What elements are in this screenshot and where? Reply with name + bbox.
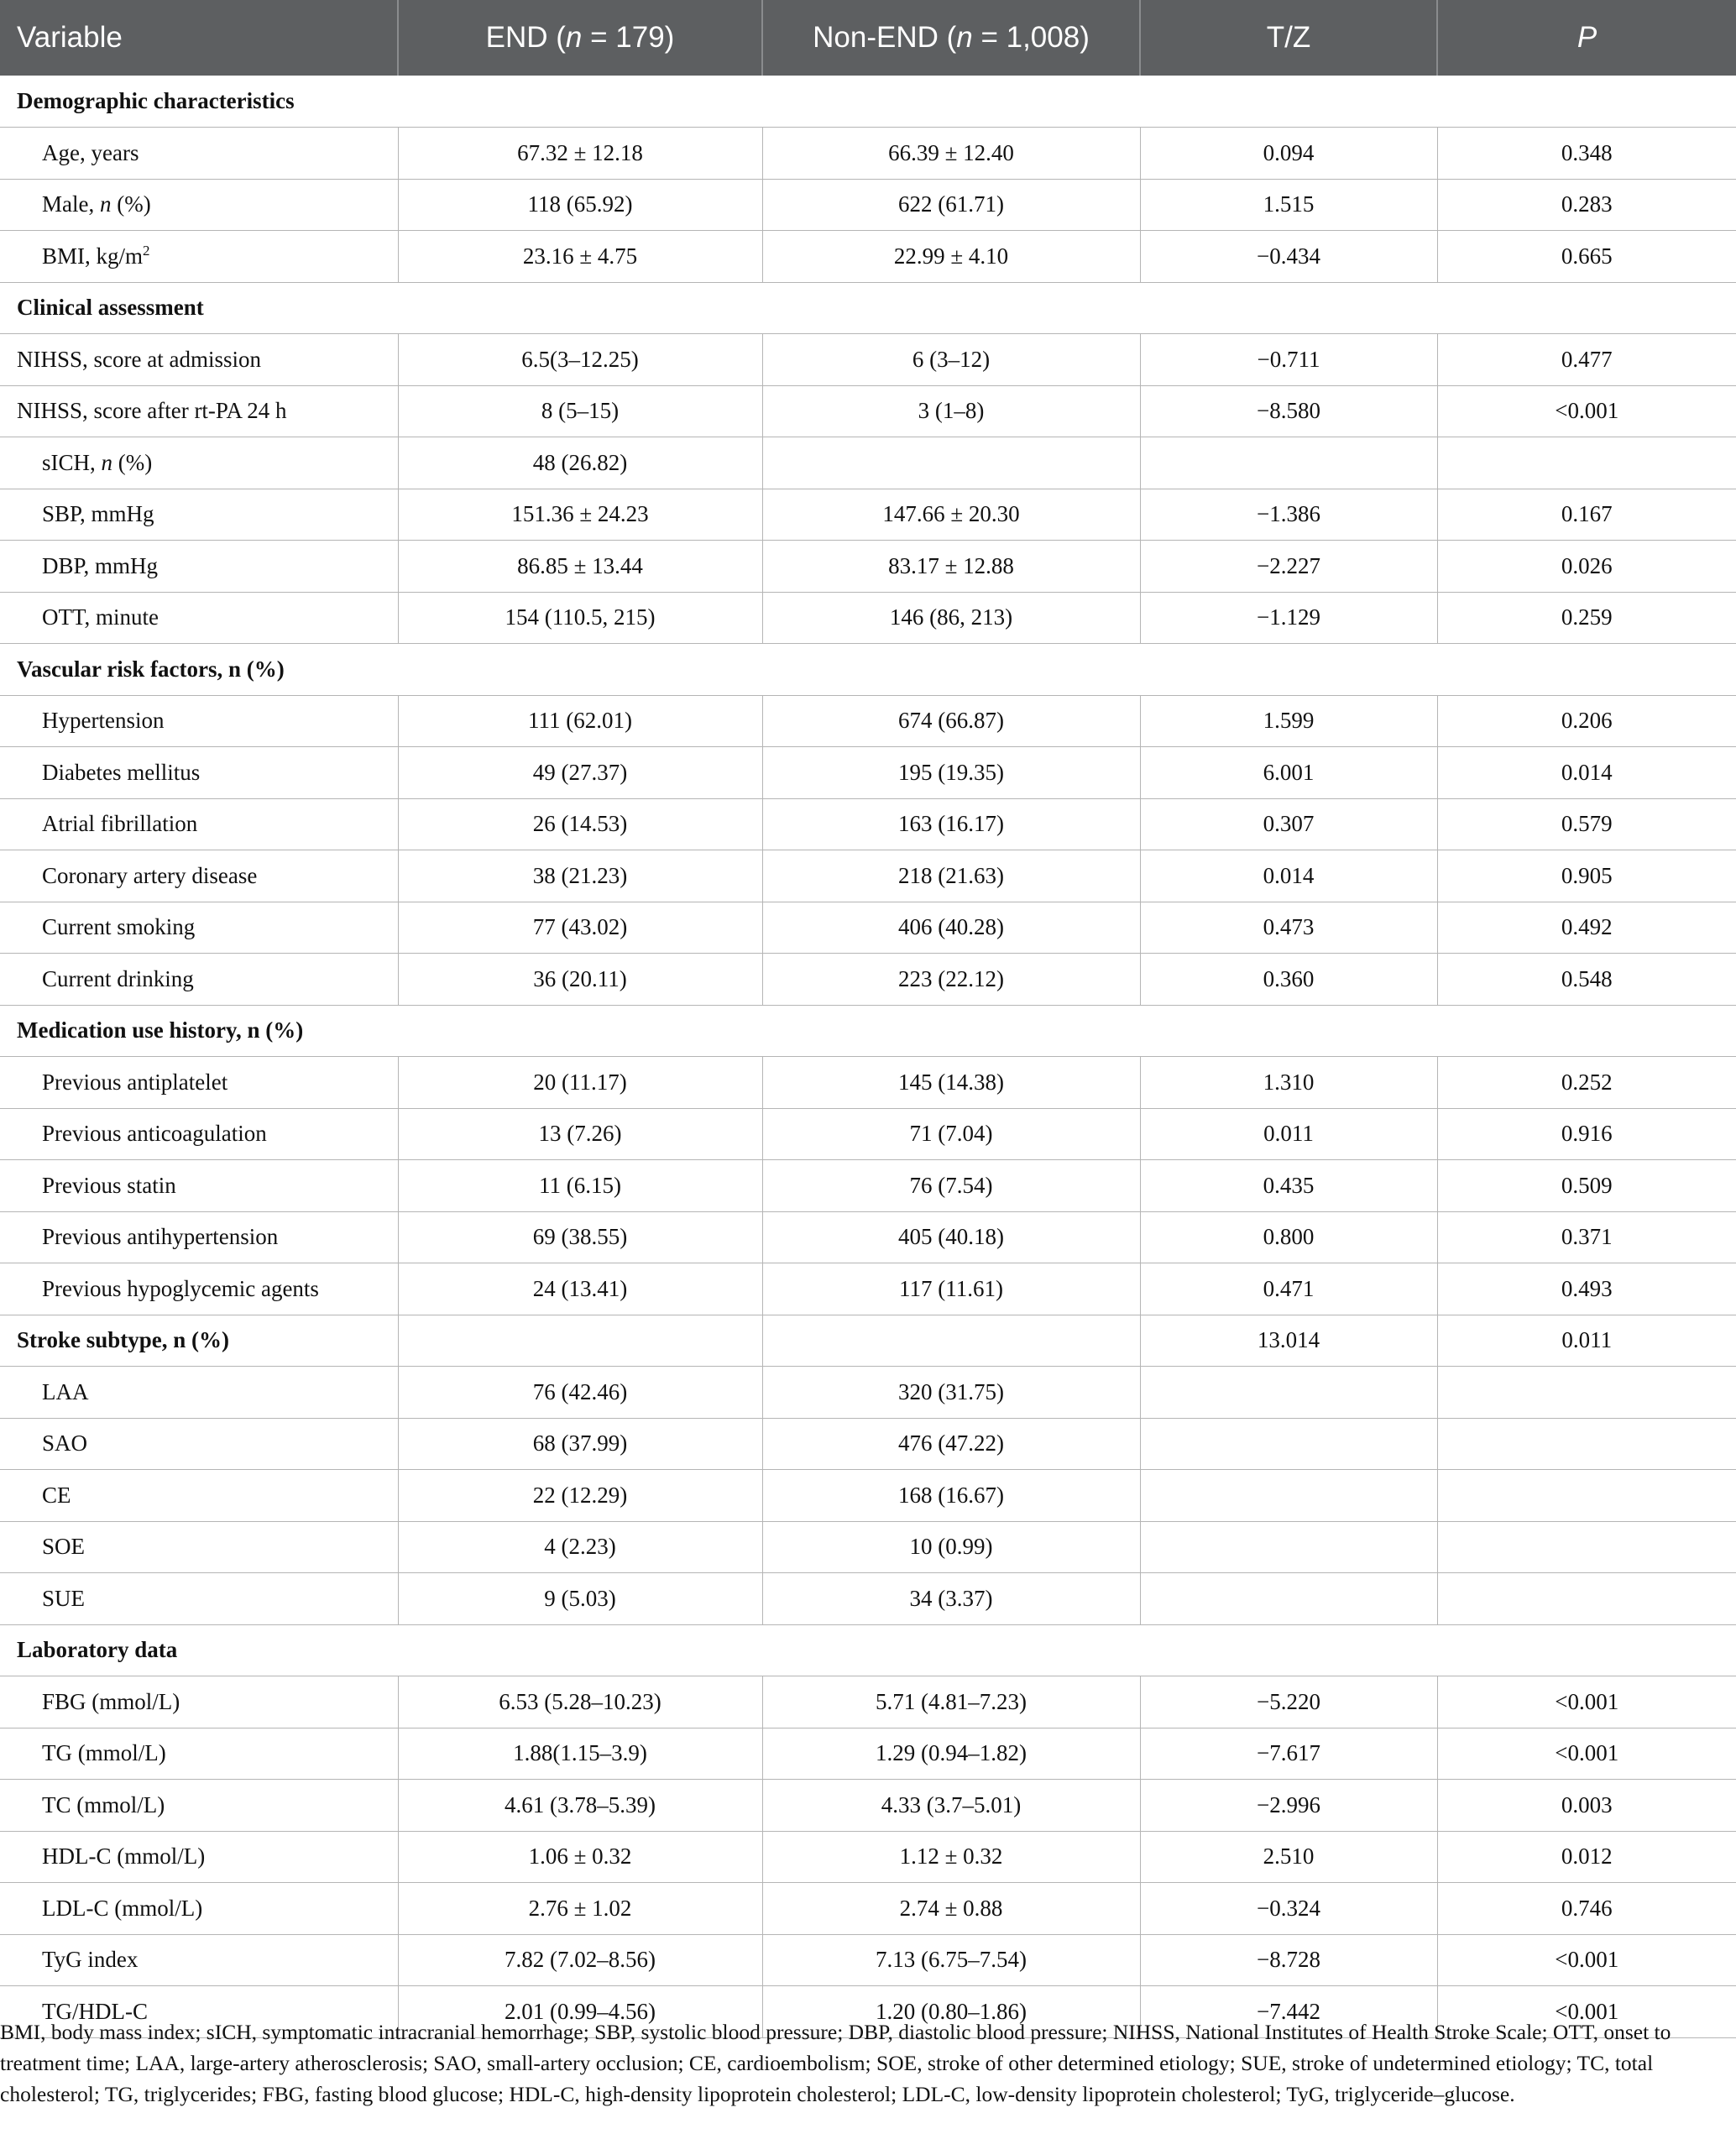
- cell-p: [1437, 1470, 1736, 1522]
- cell-tz: 1.599: [1140, 695, 1437, 747]
- cell-end: 26 (14.53): [398, 798, 762, 850]
- cell-nonend: 4.33 (3.7–5.01): [762, 1780, 1140, 1832]
- table-header: [0, 0, 1736, 76]
- row-label-text: (%): [111, 191, 151, 217]
- section-row: [0, 282, 1736, 334]
- section-row: [0, 1315, 1736, 1367]
- cell-tz: −5.220: [1140, 1676, 1437, 1728]
- cell-nonend: 146 (86, 213): [762, 592, 1140, 644]
- row-label: SAO: [0, 1418, 398, 1470]
- row-label: CE: [0, 1470, 398, 1522]
- section-row: [0, 1624, 1736, 1676]
- cell-end: 2.01 (0.99–4.56): [398, 1986, 762, 2038]
- row-label-text: (%): [112, 449, 153, 475]
- cell-nonend: 145 (14.38): [762, 1057, 1140, 1109]
- cell-p: 0.348: [1437, 128, 1736, 180]
- row-label: Previous statin: [0, 1160, 398, 1212]
- row-label: TG (mmol/L): [0, 1728, 398, 1780]
- cell-p: 0.477: [1437, 334, 1736, 386]
- cell-tz: −2.996: [1140, 1780, 1437, 1832]
- header-tz: T/Z: [1140, 0, 1437, 76]
- cell-tz: −0.711: [1140, 334, 1437, 386]
- table-row: [0, 1934, 1736, 1986]
- row-label: [0, 179, 398, 231]
- table-row: [0, 541, 1736, 593]
- cell-end: 118 (65.92): [398, 179, 762, 231]
- cell-nonend: 71 (7.04): [762, 1108, 1140, 1160]
- row-label: Age, years: [0, 128, 398, 180]
- cell-tz: [1140, 437, 1437, 489]
- cell-tz: 0.473: [1140, 902, 1437, 954]
- cell-p: <0.001: [1437, 1986, 1736, 2038]
- cell-nonend: 1.29 (0.94–1.82): [762, 1728, 1140, 1780]
- cell-end: 38 (21.23): [398, 850, 762, 902]
- cell-nonend: 223 (22.12): [762, 954, 1140, 1006]
- cell-tz: [1140, 1418, 1437, 1470]
- row-label-italic: n: [99, 191, 112, 217]
- row-label: Current drinking: [0, 954, 398, 1006]
- cell-tz: 2.510: [1140, 1831, 1437, 1883]
- cell-p: 0.259: [1437, 592, 1736, 644]
- section-row: [0, 1005, 1736, 1057]
- cell-nonend: 1.20 (0.80–1.86): [762, 1986, 1140, 2038]
- cell-nonend: 405 (40.18): [762, 1211, 1140, 1263]
- cell-p: 0.283: [1437, 179, 1736, 231]
- row-label: TC (mmol/L): [0, 1780, 398, 1832]
- section-heading: Stroke subtype, n (%): [0, 1315, 398, 1367]
- header-non-end: [762, 0, 1140, 76]
- cell-nonend: 34 (3.37): [762, 1573, 1140, 1625]
- table-row: [0, 1418, 1736, 1470]
- cell-end: 4 (2.23): [398, 1521, 762, 1573]
- cell-p: [1437, 1573, 1736, 1625]
- row-label-text: sICH,: [42, 449, 102, 475]
- header-nonend-suffix: = 1,008): [972, 21, 1090, 54]
- table-row: [0, 1573, 1736, 1625]
- row-label: Diabetes mellitus: [0, 747, 398, 799]
- cell-p: 0.548: [1437, 954, 1736, 1006]
- cell-p: 0.371: [1437, 1211, 1736, 1263]
- cell-end: 11 (6.15): [398, 1160, 762, 1212]
- row-label: Previous antihypertension: [0, 1211, 398, 1263]
- cell-nonend: 83.17 ± 12.88: [762, 541, 1140, 593]
- table-row: [0, 902, 1736, 954]
- table-footnote: BMI, body mass index; sICH, symptomatic intracranial hemorrhage; SBP, systolic blood pressure; DBP, diastolic blood pressure; NIHSS, National Institutes of Health Stroke Scale; OTT, onset to treatment time; LAA, large-artery atherosclerosis; SAO, small-artery occlusion; CE, cardioembolism; SOE, stroke of other determined etiology; SUE, stroke of undetermined etiology; TC, total cholesterol; TG, triglycerides; FBG, fasting blood glucose; HDL-C, high-density lipoprotein cholesterol; LDL-C, low-density lipoprotein cholesterol; TyG, triglyceride–glucose.: [0, 2020, 1671, 2106]
- cell-nonend: 195 (19.35): [762, 747, 1140, 799]
- table-row: [0, 1470, 1736, 1522]
- row-label: Previous antiplatelet: [0, 1057, 398, 1109]
- cell-end: [398, 1315, 762, 1367]
- cell-end: 68 (37.99): [398, 1418, 762, 1470]
- cell-nonend: 674 (66.87): [762, 695, 1140, 747]
- cell-nonend: 1.12 ± 0.32: [762, 1831, 1140, 1883]
- row-label: Previous anticoagulation: [0, 1108, 398, 1160]
- cell-p: 0.916: [1437, 1108, 1736, 1160]
- cell-end: 13 (7.26): [398, 1108, 762, 1160]
- section-heading: Clinical assessment: [0, 282, 1736, 334]
- cell-nonend: 406 (40.28): [762, 902, 1140, 954]
- cell-p: 0.167: [1437, 489, 1736, 541]
- cell-end: 1.88(1.15–3.9): [398, 1728, 762, 1780]
- cell-tz: −0.434: [1140, 231, 1437, 283]
- row-label: OTT, minute: [0, 592, 398, 644]
- row-label: TyG index: [0, 1934, 398, 1986]
- cell-nonend: 622 (61.71): [762, 179, 1140, 231]
- cell-end: 24 (13.41): [398, 1263, 762, 1315]
- cell-nonend: [762, 1315, 1140, 1367]
- header-end-n: n: [565, 21, 583, 54]
- cell-end: 36 (20.11): [398, 954, 762, 1006]
- section-heading: Medication use history, n (%): [0, 1005, 1736, 1057]
- cell-p: [1437, 1418, 1736, 1470]
- header-end-suffix: = 179): [582, 21, 675, 54]
- cell-end: 48 (26.82): [398, 437, 762, 489]
- cell-tz: −8.580: [1140, 385, 1437, 437]
- table-row: [0, 334, 1736, 386]
- cell-tz: [1140, 1573, 1437, 1625]
- table-row: [0, 1108, 1736, 1160]
- cell-tz: −0.324: [1140, 1883, 1437, 1935]
- table-row: [0, 1211, 1736, 1263]
- cell-tz: 0.360: [1140, 954, 1437, 1006]
- cell-end: 20 (11.17): [398, 1057, 762, 1109]
- cell-nonend: 22.99 ± 4.10: [762, 231, 1140, 283]
- table-row: [0, 1728, 1736, 1780]
- cell-end: 6.53 (5.28–10.23): [398, 1676, 762, 1728]
- cell-tz: 0.307: [1140, 798, 1437, 850]
- cell-p: 0.012: [1437, 1831, 1736, 1883]
- cell-nonend: [762, 437, 1140, 489]
- table-row: [0, 1521, 1736, 1573]
- section-heading: Vascular risk factors, n (%): [0, 644, 1736, 696]
- cell-end: 69 (38.55): [398, 1211, 762, 1263]
- section-heading: Demographic characteristics: [0, 76, 1736, 128]
- row-label: DBP, mmHg: [0, 541, 398, 593]
- cell-p: <0.001: [1437, 1728, 1736, 1780]
- cell-nonend: 66.39 ± 12.40: [762, 128, 1140, 180]
- cell-end: 2.76 ± 1.02: [398, 1883, 762, 1935]
- cell-p: 0.905: [1437, 850, 1736, 902]
- header-end: [398, 0, 762, 76]
- cell-tz: −2.227: [1140, 541, 1437, 593]
- cell-p: 0.665: [1437, 231, 1736, 283]
- cell-tz: −7.442: [1140, 1986, 1437, 2038]
- cell-p: <0.001: [1437, 1676, 1736, 1728]
- cell-p: 0.493: [1437, 1263, 1736, 1315]
- cell-nonend: 117 (11.61): [762, 1263, 1140, 1315]
- cell-p: 0.011: [1437, 1315, 1736, 1367]
- table-body: [0, 76, 1736, 2037]
- cell-nonend: 3 (1–8): [762, 385, 1140, 437]
- cell-tz: 1.515: [1140, 179, 1437, 231]
- row-label-text: Male,: [42, 191, 100, 217]
- cell-nonend: 320 (31.75): [762, 1367, 1140, 1419]
- cell-end: 111 (62.01): [398, 695, 762, 747]
- header-end-prefix: END (: [485, 21, 566, 54]
- cell-tz: −1.129: [1140, 592, 1437, 644]
- cell-end: 7.82 (7.02–8.56): [398, 1934, 762, 1986]
- table-row: [0, 489, 1736, 541]
- table-row: [0, 1780, 1736, 1832]
- row-label-italic: n: [101, 449, 113, 475]
- cell-p: <0.001: [1437, 1934, 1736, 1986]
- cell-end: 4.61 (3.78–5.39): [398, 1780, 762, 1832]
- cell-end: 49 (27.37): [398, 747, 762, 799]
- cell-tz: 6.001: [1140, 747, 1437, 799]
- cell-p: 0.492: [1437, 902, 1736, 954]
- row-label: LDL-C (mmol/L): [0, 1883, 398, 1935]
- table-row: [0, 747, 1736, 799]
- cell-p: 0.509: [1437, 1160, 1736, 1212]
- cell-nonend: 5.71 (4.81–7.23): [762, 1676, 1140, 1728]
- cell-end: 23.16 ± 4.75: [398, 231, 762, 283]
- row-label: NIHSS, score after rt-PA 24 h: [0, 385, 398, 437]
- table-row: [0, 1263, 1736, 1315]
- cell-tz: −8.728: [1140, 1934, 1437, 1986]
- row-label: NIHSS, score at admission: [0, 334, 398, 386]
- cell-end: 22 (12.29): [398, 1470, 762, 1522]
- cell-tz: [1140, 1367, 1437, 1419]
- cell-end: 6.5(3–12.25): [398, 334, 762, 386]
- row-label: Previous hypoglycemic agents: [0, 1263, 398, 1315]
- row-label: [0, 231, 398, 283]
- row-label-superscript: 2: [143, 243, 150, 259]
- row-label: SBP, mmHg: [0, 489, 398, 541]
- row-label: FBG (mmol/L): [0, 1676, 398, 1728]
- header-nonend-n: n: [956, 21, 973, 54]
- cell-end: 1.06 ± 0.32: [398, 1831, 762, 1883]
- cell-p: 0.014: [1437, 747, 1736, 799]
- row-label: SUE: [0, 1573, 398, 1625]
- section-row: [0, 644, 1736, 696]
- cell-p: 0.003: [1437, 1780, 1736, 1832]
- row-label: TG/HDL-C: [0, 1986, 398, 2038]
- cell-tz: 13.014: [1140, 1315, 1437, 1367]
- cell-end: 151.36 ± 24.23: [398, 489, 762, 541]
- cell-tz: [1140, 1470, 1437, 1522]
- table-row: [0, 798, 1736, 850]
- cell-tz: −7.617: [1140, 1728, 1437, 1780]
- header-p-text: P: [1577, 21, 1597, 54]
- cell-p: [1437, 437, 1736, 489]
- cell-nonend: 6 (3–12): [762, 334, 1140, 386]
- section-heading: Laboratory data: [0, 1624, 1736, 1676]
- row-label: Atrial fibrillation: [0, 798, 398, 850]
- cell-nonend: 476 (47.22): [762, 1418, 1140, 1470]
- cell-nonend: 218 (21.63): [762, 850, 1140, 902]
- row-label: [0, 437, 398, 489]
- cell-end: 76 (42.46): [398, 1367, 762, 1419]
- cell-tz: 0.011: [1140, 1108, 1437, 1160]
- section-row: [0, 76, 1736, 128]
- row-label-text: BMI, kg/m: [42, 243, 144, 269]
- table-row: [0, 128, 1736, 180]
- cell-nonend: 76 (7.54): [762, 1160, 1140, 1212]
- cell-p: 0.579: [1437, 798, 1736, 850]
- row-label: HDL-C (mmol/L): [0, 1831, 398, 1883]
- cell-p: <0.001: [1437, 385, 1736, 437]
- table-row: [0, 1160, 1736, 1212]
- table-row: [0, 1367, 1736, 1419]
- cell-p: [1437, 1521, 1736, 1573]
- cell-tz: 0.800: [1140, 1211, 1437, 1263]
- table-row: [0, 850, 1736, 902]
- row-label: Current smoking: [0, 902, 398, 954]
- cell-end: 154 (110.5, 215): [398, 592, 762, 644]
- cell-p: 0.026: [1437, 541, 1736, 593]
- header-p: [1437, 0, 1736, 76]
- table-row: [0, 592, 1736, 644]
- cell-tz: 0.435: [1140, 1160, 1437, 1212]
- table-row: [0, 437, 1736, 489]
- cell-end: 9 (5.03): [398, 1573, 762, 1625]
- header-nonend-prefix: Non-END (: [813, 21, 957, 54]
- cell-tz: 0.014: [1140, 850, 1437, 902]
- cell-end: 77 (43.02): [398, 902, 762, 954]
- cell-nonend: 10 (0.99): [762, 1521, 1140, 1573]
- cell-p: 0.746: [1437, 1883, 1736, 1935]
- cell-nonend: 7.13 (6.75–7.54): [762, 1934, 1140, 1986]
- row-label: Coronary artery disease: [0, 850, 398, 902]
- header-variable: Variable: [0, 0, 398, 76]
- row-label: Hypertension: [0, 695, 398, 747]
- table-row: [0, 1883, 1736, 1935]
- table-row: [0, 1831, 1736, 1883]
- cell-tz: 1.310: [1140, 1057, 1437, 1109]
- cell-tz: −1.386: [1140, 489, 1437, 541]
- row-label: LAA: [0, 1367, 398, 1419]
- cell-end: 8 (5–15): [398, 385, 762, 437]
- cell-end: 86.85 ± 13.44: [398, 541, 762, 593]
- table-row: [0, 695, 1736, 747]
- cell-tz: [1140, 1521, 1437, 1573]
- table-row: [0, 1676, 1736, 1728]
- cell-nonend: 2.74 ± 0.88: [762, 1883, 1140, 1935]
- header-row: [0, 0, 1736, 76]
- cell-p: 0.252: [1437, 1057, 1736, 1109]
- cell-tz: 0.471: [1140, 1263, 1437, 1315]
- table-row: [0, 1057, 1736, 1109]
- cell-end: 67.32 ± 12.18: [398, 128, 762, 180]
- cell-tz: 0.094: [1140, 128, 1437, 180]
- cell-nonend: 163 (16.17): [762, 798, 1140, 850]
- cell-p: [1437, 1367, 1736, 1419]
- table-row: [0, 954, 1736, 1006]
- cell-nonend: 168 (16.67): [762, 1470, 1140, 1522]
- row-label: SOE: [0, 1521, 398, 1573]
- table-row: [0, 231, 1736, 283]
- cell-nonend: 147.66 ± 20.30: [762, 489, 1140, 541]
- table-row: [0, 179, 1736, 231]
- cell-p: 0.206: [1437, 695, 1736, 747]
- table-row: [0, 385, 1736, 437]
